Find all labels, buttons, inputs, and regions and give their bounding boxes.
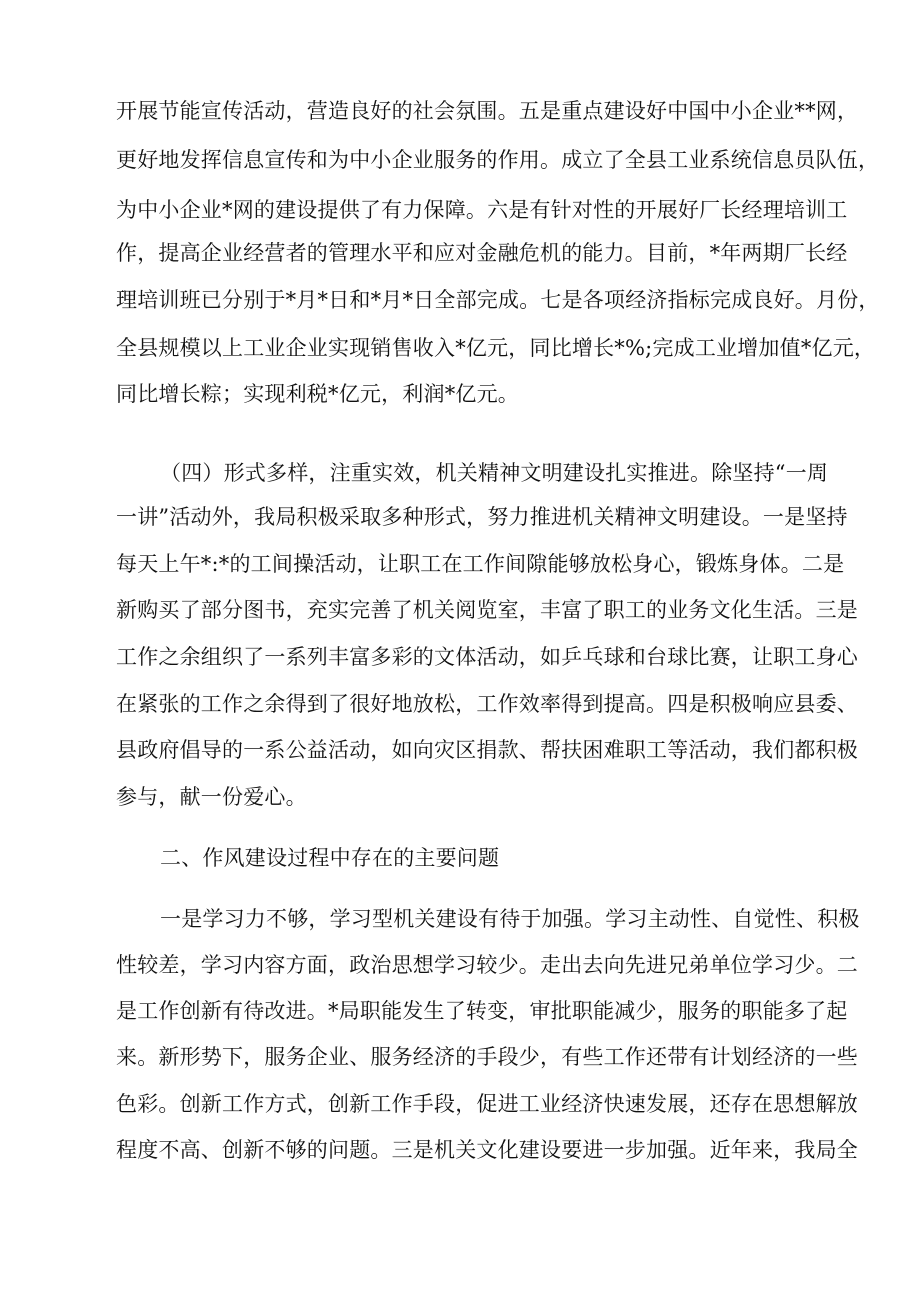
paragraph-2-line-5: 工作之余组织了一系列丰富多彩的文体活动，如乒乓球和台球比赛，让职工身心 (116, 645, 858, 669)
paragraph-2-line-2: 一讲”活动外，我局积极采取多种形式，努力推进机关精神文明建设。一是坚持 (116, 505, 848, 529)
paragraph-2-line-1: （四）形式多样，注重实效，机关精神文明建设扎实推进。除坚持“一周 (160, 461, 829, 485)
paragraph-3-line-4: 来。新形势下，服务企业、服务经济的手段少，有些工作还带有计划经济的一些 (116, 1045, 858, 1069)
paragraph-1-line-7: 同比增长粽；实现利税*亿元，利润*亿元。 (116, 382, 519, 406)
paragraph-2-line-3: 每天上午*:*的工间操活动，让职工在工作间隙能够放松身心，锻炼身体。二是 (116, 552, 845, 576)
paragraph-3-line-6: 程度不高、创新不够的问题。三是机关文化建设要进一步加强。近年来，我局全 (116, 1138, 858, 1162)
paragraph-1-line-3: 为中小企业*网的建设提供了有力保障。六是有针对性的开展好厂长经理培训工 (116, 198, 848, 222)
section-heading: 二、作风建设过程中存在的主要问题 (160, 846, 500, 870)
paragraph-1-line-5: 理培训班已分别于*月*日和*月*日全部完成。七是各项经济指标完成良好。月份， (116, 288, 880, 312)
paragraph-3-line-5: 色彩。创新工作方式，创新工作手段，促进工业经济快速发展，还存在思想解放 (116, 1092, 858, 1116)
paragraph-2-line-7: 县政府倡导的一系公益活动，如向灾区捐款、帮扶困难职工等活动，我们都积极 (116, 738, 858, 762)
paragraph-1-line-1: 开展节能宣传活动，营造良好的社会氛围。五是重点建设好中国中小企业**网， (116, 99, 859, 123)
paragraph-3-line-3: 是工作创新有待改进。*局职能发生了转变，审批职能减少，服务的职能多了起 (116, 999, 848, 1023)
paragraph-2-line-8: 参与，献一份爱心。 (116, 785, 307, 809)
paragraph-2-line-4: 新购买了部分图书，充实完善了机关阅览室，丰富了职工的业务文化生活。三是 (116, 598, 858, 622)
paragraph-1-line-6: 全县规模以上工业企业实现销售收入*亿元，同比增长*%;完成工业增加值*亿元， (116, 336, 876, 360)
paragraph-1-line-4: 作，提高企业经营者的管理水平和应对金融危机的能力。目前，*年两期厂长经 (116, 241, 848, 265)
paragraph-2-line-6: 在紧张的工作之余得到了很好地放松，工作效率得到提高。四是积极响应县委、 (116, 692, 858, 716)
paragraph-3-line-2: 性较差，学习内容方面，政治思想学习较少。走出去向先进兄弟单位学习少。二 (116, 953, 858, 977)
paragraph-3-line-1: 一是学习力不够，学习型机关建设有待于加强。学习主动性、自觉性、积极 (160, 907, 860, 931)
paragraph-1-line-2: 更好地发挥信息宣传和为中小企业服务的作用。成立了全县工业系统信息员队伍， (116, 148, 880, 172)
